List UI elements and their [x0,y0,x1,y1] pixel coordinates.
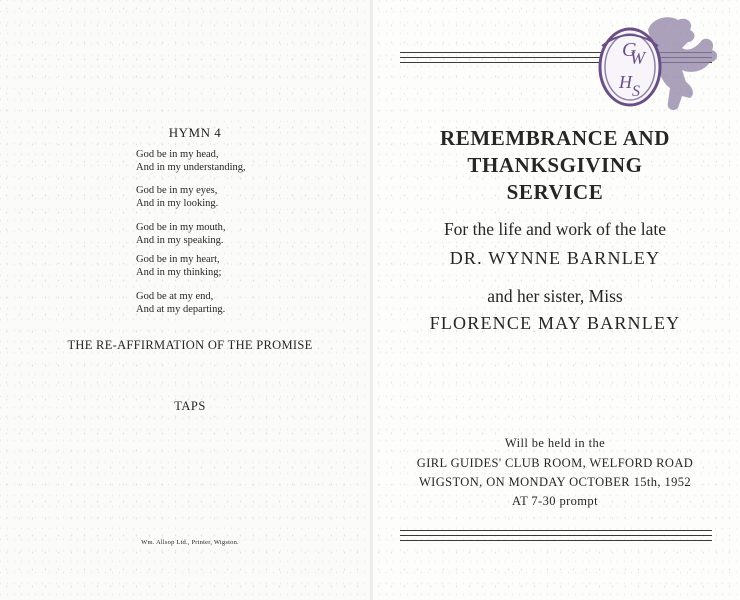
taps-heading: TAPS [174,399,206,413]
logo-letter: H [619,72,632,92]
printer-imprint: Wm. Allsop Ltd., Printer, Wigston. [141,539,239,546]
verse-line: God be in my head, [136,149,219,160]
logo-letter: G [622,39,637,61]
logo-letter: S [632,83,640,100]
verse-line: God be in my eyes, [136,185,218,196]
reaffirmation-heading: THE RE-AFFIRMATION OF THE PROMISE [67,338,313,352]
title-line: REMEMBRANCE AND [439,126,671,150]
bottom-rule [400,530,712,531]
verse-line: God be in my mouth, [136,222,226,233]
page-fold [370,0,373,600]
logo-letter: W [630,48,645,68]
lion-crest-icon [590,12,725,117]
hymn-verse [136,184,326,210]
venue-line: GIRL GUIDES' CLUB ROOM, WELFORD ROAD [416,456,694,470]
title-line: THANKSGIVING [467,153,643,177]
verse-line: And at my departing. [136,304,226,315]
verse-line: God be at my end, [136,291,214,302]
verse-line: And in my thinking; [136,267,222,278]
hymn-title: HYMN 4 [168,125,222,140]
title-line: SERVICE [506,180,604,204]
society-logo [590,12,725,117]
held-line: Will be held in the [504,436,606,450]
bottom-rule [400,535,712,536]
name-wynne: DR. WYNNE BARNLEY [449,248,661,268]
hymn-verse [136,221,326,247]
sister-line: and her sister, Miss [487,286,623,306]
bottom-rule [400,540,712,541]
verse-line: God be in my heart, [136,254,220,265]
hymn-verse [136,148,326,174]
for-line: For the life and work of the late [443,219,667,239]
date-line: WIGSTON, ON MONDAY OCTOBER 15th, 1952 [418,475,692,489]
verse-line: And in my understanding, [136,162,246,173]
name-florence: FLORENCE MAY BARNLEY [429,313,681,333]
time-line: AT 7-30 prompt [512,494,598,508]
verse-line: And in my looking. [136,198,219,209]
hymn-verse [136,253,326,279]
service-title [390,125,720,206]
verse-line: And in my speaking. [136,235,224,246]
hymn-verse [136,290,326,316]
